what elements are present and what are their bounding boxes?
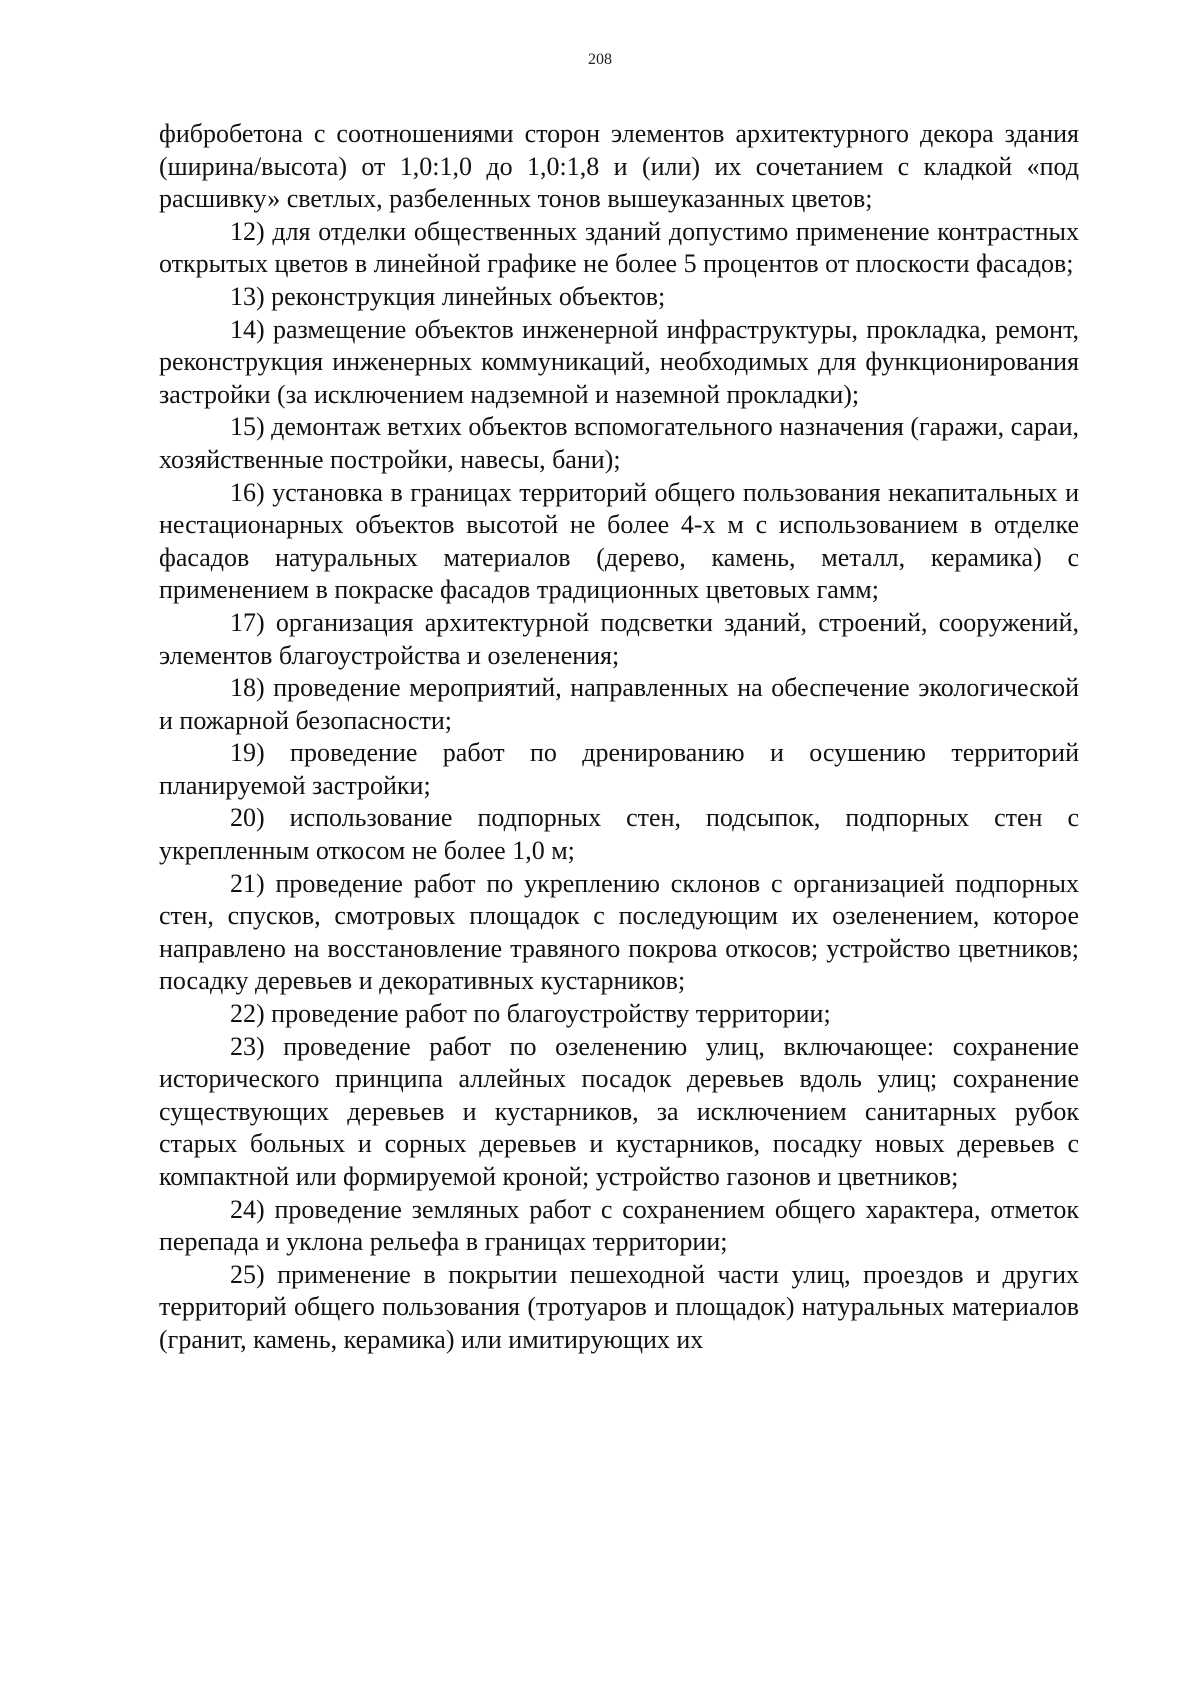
list-item-25: 25) применение в покрытии пешеходной части улиц, проездов и других территорий общего пользования (тротуаров и площадок) натуральных материалов (гранит, камень, керамика) или имитирующих их (159, 1259, 1079, 1354)
document-body (159, 118, 1079, 1357)
list-item-17: 17) организация архитектурной подсветки зданий, строений, сооружений, элементов благоустройства и озеленения; (159, 607, 1079, 670)
list-item-24: 24) проведение земляных работ с сохранением общего характера, отметок перепада и уклона рельефа в границах территории; (159, 1194, 1079, 1257)
list-item-18: 18) проведение мероприятий, направленных на обеспечение экологической и пожарной безопасности; (159, 673, 1079, 735)
paragraph-continuation: фибробетона с соотношениями сторон элементов архитектурного декора здания (ширина/высота) от 1,0:1,0 до 1,0:1,8 и (или) их сочетанием с кладкой «под расшивку» светлых, разбеленных тонов вышеуказанных цветов; (159, 119, 1079, 214)
list-item-14: 14) размещение объектов инженерной инфраструктуры, прокладка, ремонт, реконструкция инженерных коммуникаций, необходимых для функционирования застройки (за исключением надземной и наземной прокладки); (159, 314, 1079, 409)
list-item-21: 21) проведение работ по укреплению склонов с организацией подпорных стен, спусков, смотровых площадок с последующим их озеленением, которое направлено на восстановление травяного покрова откосов; устройство цветников; посадку деревьев и декоративных кустарников; (159, 868, 1079, 996)
page-number: 208 (588, 51, 612, 68)
list-item-13: 13) реконструкция линейных объектов; (230, 281, 666, 311)
list-item-12: 12) для отделки общественных зданий допустимо применение контрастных открытых цветов в линейной графике не более 5 процентов от плоскости фасадов; (159, 216, 1079, 279)
list-item-23: 23) проведение работ по озеленению улиц, включающее: сохранение исторического принципа аллейных посадок деревьев вдоль улиц; сохранение существующих деревьев и кустарников, за исключением санитарных рубок старых больных и сорных деревьев и кустарников, посадку новых деревьев с компактной или формируемой кроной; устройство газонов и цветников; (159, 1031, 1079, 1191)
list-item-22: 22) проведение работ по благоустройству территории; (230, 999, 831, 1029)
list-item-16: 16) установка в границах территорий общего пользования некапитальных и нестационарных объектов высотой не более 4-х м с использованием в отделке фасадов натуральных материалов (дерево, камень, металл, керамика) с применением в покраске фасадов традиционных цветовых гамм; (159, 477, 1079, 605)
list-item-20: 20) использование подпорных стен, подсыпок, подпорных стен с укрепленным откосом не более 1,0 м; (159, 803, 1079, 866)
list-item-15: 15) демонтаж ветхих объектов вспомогательного назначения (гаражи, сараи, хозяйственные постройки, навесы, бани); (159, 412, 1079, 474)
list-item-19: 19) проведение работ по дренированию и осушению территорий планируемой застройки; (159, 738, 1079, 800)
